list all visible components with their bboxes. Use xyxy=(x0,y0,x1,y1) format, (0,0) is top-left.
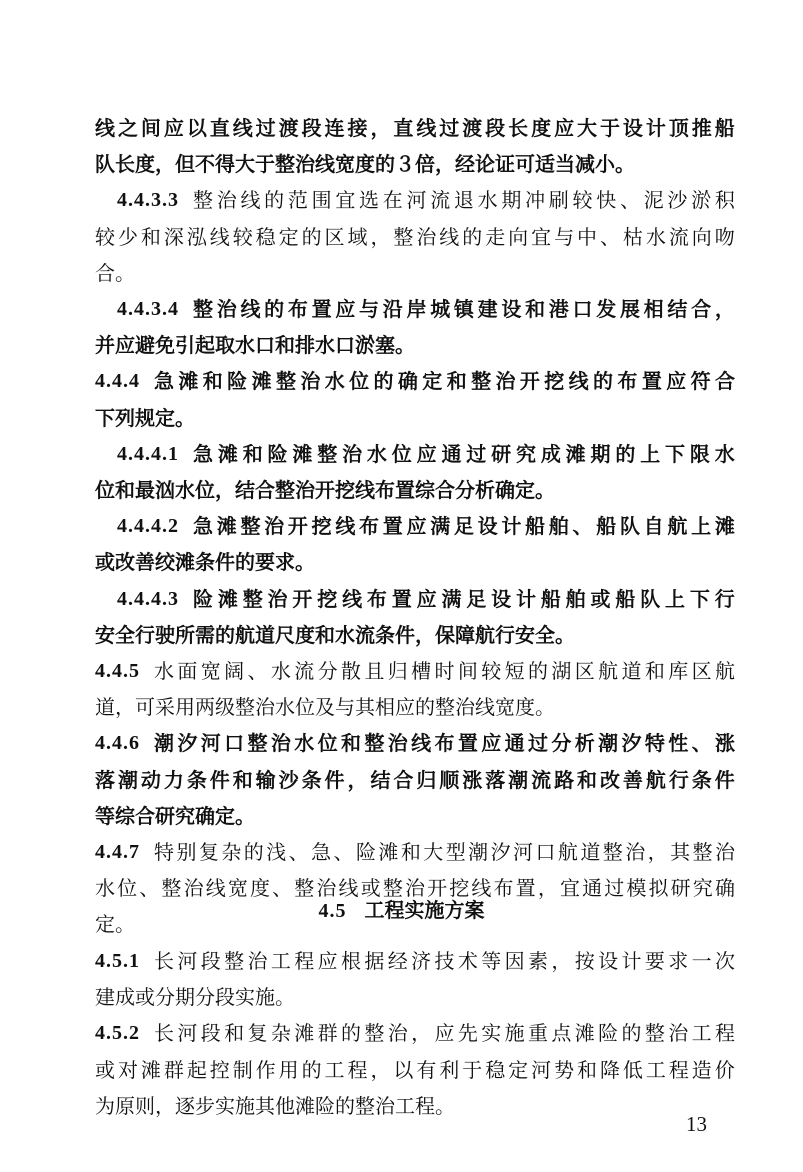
clause-number: 4.4.3.3 xyxy=(117,189,179,212)
text-line xyxy=(95,762,735,798)
text-line xyxy=(95,1015,735,1051)
line-text: 特 别 复 杂 的 浅 、 急 、 险 滩 和 大 型 潮 汐 河 口 航 道 整 治 ， 其 整 治 xyxy=(154,840,735,864)
line-text: 定。 xyxy=(95,912,135,937)
section-number: 4.5 xyxy=(318,900,347,922)
text-line xyxy=(95,943,735,979)
line-text: 线 之 间 应 以 直 线 过 渡 段 连 接 ， 直 线 过 渡 段 长 度 应 大 于 设 计 顶 推 船 xyxy=(95,116,735,140)
text-line xyxy=(95,689,735,725)
line-text: 落 潮 动 力 条 件 和 输 沙 条 件 ， 结 合 归 顺 涨 落 潮 流 路 和 改 善 航 行 条 件 xyxy=(95,767,735,792)
line-text: 险 滩 整 治 开 挖 线 布 置 应 满 足 设 计 船 舶 或 船 队 上 下 行 xyxy=(193,586,735,611)
clause-number: 4.4.4 xyxy=(95,370,140,393)
line-text: 急 滩 和 险 滩 整 治 水 位 应 通 过 研 究 成 滩 期 的 上 下 限 水 xyxy=(193,441,735,466)
text-line xyxy=(95,1052,735,1088)
text-line xyxy=(95,1088,735,1124)
text-line xyxy=(117,182,735,218)
text-line xyxy=(95,327,735,363)
line-text: 潮 汐 河 口 整 治 水 位 和 整 治 线 布 置 应 通 过 分 析 潮 汐 特 性 、 涨 xyxy=(154,731,735,756)
text-line xyxy=(95,725,735,761)
line-text: 急 滩 整 治 开 挖 线 布 置 应 满 足 设 计 船 舶 、 船 队 自 航 上 滩 xyxy=(193,514,735,539)
line-text: 位和最汹水位，结合整治开挖线布置综合分析确定。 xyxy=(95,478,555,502)
line-text: 下列规定。 xyxy=(95,405,195,430)
text-line xyxy=(117,508,735,544)
line-text: 或改善绞滩条件的要求。 xyxy=(95,550,315,575)
text-line xyxy=(95,544,735,580)
text-line xyxy=(95,798,735,834)
section-heading xyxy=(0,892,803,929)
text-line xyxy=(95,146,735,182)
line-text: 建成或分期分段实施。 xyxy=(95,985,295,1010)
clause-number: 4.4.5 xyxy=(95,660,140,682)
clause-number: 4.4.4.2 xyxy=(117,515,179,538)
line-text: 整 治 线 的 布 置 应 与 沿 岸 城 镇 建 设 和 港 口 发 展 相 结 合 ， xyxy=(193,297,735,321)
line-text: 安全行驶所需的航道尺度和水流条件，保障航行安全。 xyxy=(95,622,575,647)
line-text: 为原则，逐步实施其他滩险的整治工程。 xyxy=(95,1093,455,1118)
line-text: 整 治 线 的 范 围 宜 选 在 河 流 退 水 期 冲 刷 较 快 、 泥 沙 淤 积 xyxy=(193,188,735,213)
clause-number: 4.4.6 xyxy=(95,732,140,755)
text-line xyxy=(95,255,735,291)
line-text: 并应避免引起取水口和排水口淤塞。 xyxy=(95,333,415,358)
clause-number: 4.5.2 xyxy=(95,1022,140,1045)
line-text: 等综合研究确定。 xyxy=(95,803,255,828)
line-text: 合。 xyxy=(95,260,135,285)
clause-number: 4.4.7 xyxy=(95,841,140,863)
text-line xyxy=(95,219,735,255)
text-line xyxy=(117,291,735,327)
text-line xyxy=(95,472,735,508)
text-line xyxy=(95,400,735,436)
section-title: 工程实施方案 xyxy=(364,898,485,922)
line-text: 队长度，但不得大于整治线宽度的３倍，经论证可适当减小。 xyxy=(95,152,635,177)
text-line xyxy=(95,979,735,1015)
line-text: 道，可采用两级整治水位及与其相应的整治线宽度。 xyxy=(95,695,555,720)
page-number: 13 xyxy=(686,1112,707,1136)
text-line xyxy=(95,617,735,653)
clause-number: 4.4.4.3 xyxy=(117,587,179,610)
text-line xyxy=(95,110,735,146)
text-line xyxy=(95,834,735,870)
text-line xyxy=(117,581,735,617)
line-text: 水 位 、 整 治 线 宽 度 、 整 治 线 或 整 治 开 挖 线 布 置 ， 宜 通 过 模 拟 研 究 确 xyxy=(95,876,735,901)
line-text: 长 河 段 和 复 杂 滩 群 的 整 治 ， 应 先 实 施 重 点 滩 险 的 整 治 工 程 xyxy=(154,1021,735,1046)
clause-number: 4.5.1 xyxy=(95,950,140,972)
text-line xyxy=(95,653,735,689)
clause-number: 4.4.3.4 xyxy=(117,298,179,320)
line-text: 急 滩 和 险 滩 整 治 水 位 的 确 定 和 整 治 开 挖 线 的 布 置 应 符 合 xyxy=(154,369,735,394)
text-line xyxy=(95,363,735,399)
line-text: 长 河 段 整 治 工 程 应 根 据 经 济 技 术 等 因 素 ， 按 设 计 要 求 一 次 xyxy=(154,949,735,973)
line-text: 或 对 滩 群 起 控 制 作 用 的 工 程 ， 以 有 利 于 稳 定 河 势 和 降 低 工 程 造 价 xyxy=(95,1057,735,1082)
line-text: 较 少 和 深 泓 线 较 稳 定 的 区 域 ， 整 治 线 的 走 向 宜 与 中 、 枯 水 流 向 吻 xyxy=(95,224,735,249)
clause-number: 4.4.4.1 xyxy=(117,442,179,465)
line-text: 水 面 宽 阔 、 水 流 分 散 且 归 槽 时 间 较 短 的 湖 区 航 道 和 库 区 航 xyxy=(154,659,735,683)
text-line xyxy=(117,436,735,472)
